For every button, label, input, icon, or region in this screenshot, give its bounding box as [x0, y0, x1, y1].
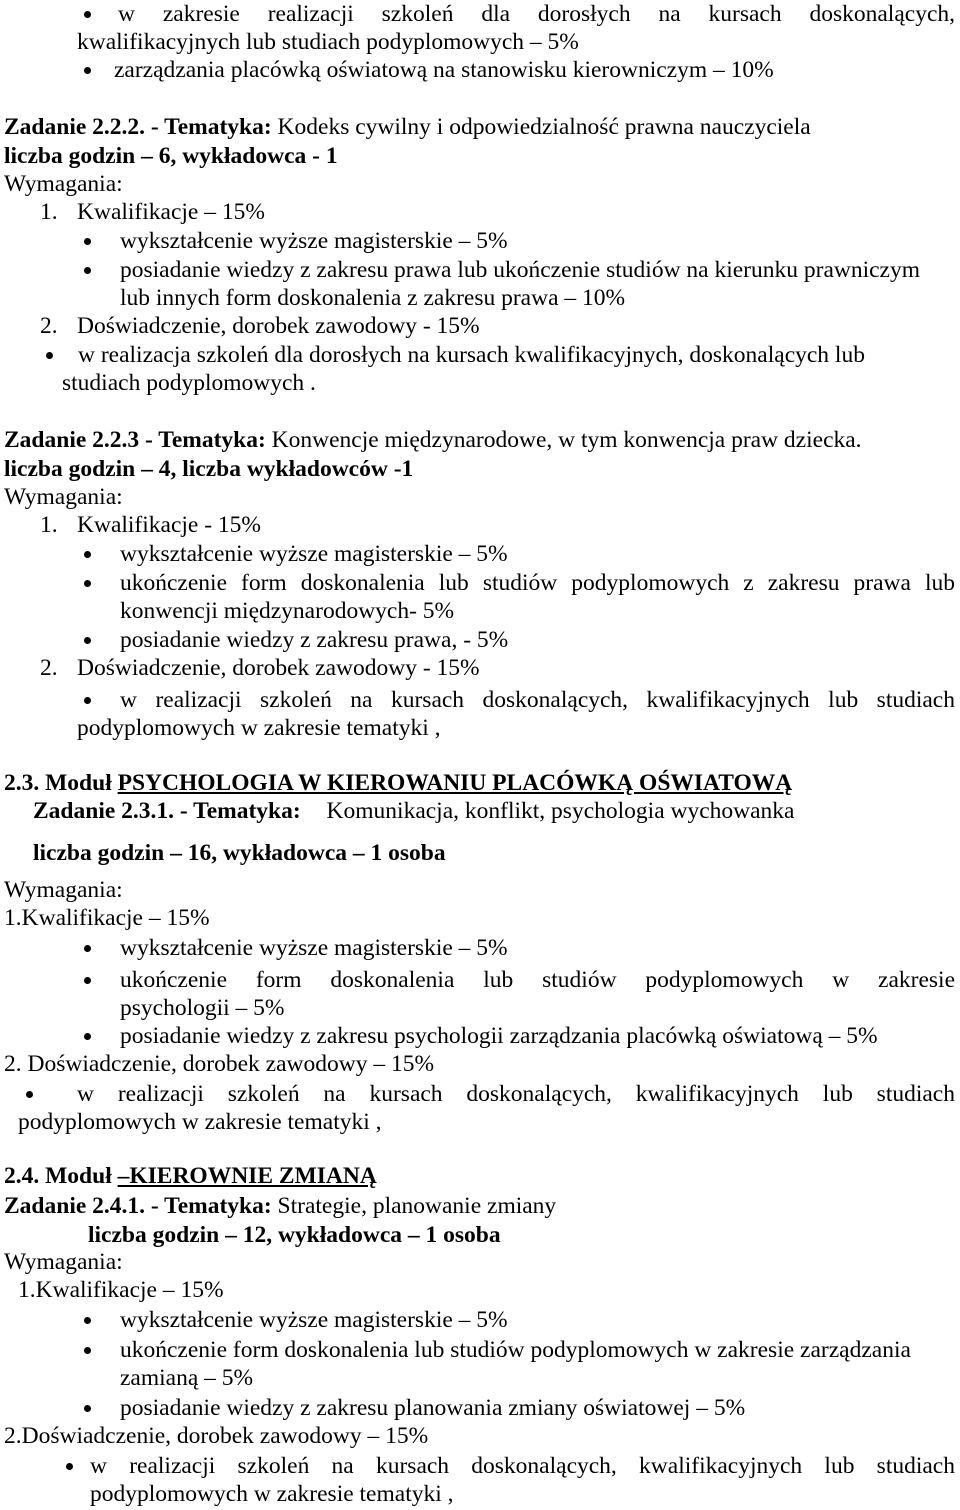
- module-title: PSYCHOLOGIA W KIEROWANIU PLACÓWKĄ OŚWIATOWĄ: [117, 770, 793, 796]
- bullet-text: wykształcenie wyższe magisterskie – 5%: [120, 1307, 508, 1333]
- bullet-icon: [84, 551, 91, 558]
- experience-label: Doświadczenie, dorobek zawodowy – 15%: [21, 1423, 429, 1449]
- bullet-text: konwencji międzynarodowych- 5%: [120, 598, 455, 624]
- qualifications-number: 1.: [4, 905, 22, 931]
- task-topic: Kodeks cywilny i odpowiedzialność prawna nauczyciela: [277, 114, 811, 140]
- requirements-label: Wymagania:: [4, 1249, 123, 1275]
- qualifications-heading: [18, 1276, 224, 1304]
- task-label: Zadanie 2.4.1. - Tematyka:: [4, 1193, 272, 1219]
- bullet-text: ukończenie form doskonalenia lub studiów podyplomowych w zakresie: [120, 967, 955, 993]
- hours-line: liczba godzin – 12, wykładowca – 1 osoba: [88, 1222, 501, 1248]
- bullet-text: kwalifikacyjnych lub studiach podyplomowych – 5%: [77, 29, 579, 55]
- qualifications-number: 1.: [40, 512, 58, 538]
- bullet-text: wykształcenie wyższe magisterskie – 5%: [120, 935, 508, 961]
- bullet-text: posiadanie wiedzy z zakresu planowania zmiany oświatowej – 5%: [120, 1395, 746, 1421]
- bullet-text: ukończenie form doskonalenia lub studiów podyplomowych w zakresie zarządzania: [120, 1337, 911, 1363]
- qualifications-label: Kwalifikacje – 15%: [35, 1277, 224, 1303]
- module-heading: [4, 1162, 377, 1190]
- bullet-text: wykształcenie wyższe magisterskie – 5%: [120, 541, 508, 567]
- bullet-icon: [84, 697, 91, 704]
- bullet-icon: [26, 1091, 33, 1098]
- module-title: –KIEROWNIE ZMIANĄ: [117, 1163, 377, 1189]
- hours-line: liczba godzin – 16, wykładowca – 1 osoba: [33, 840, 446, 866]
- bullet-icon: [84, 1405, 91, 1412]
- bullet-icon: [84, 1347, 91, 1354]
- task-topic: Komunikacja, konflikt, psychologia wychowanka: [326, 798, 795, 824]
- bullet-icon: [84, 580, 91, 587]
- bullet-text: lub innych form doskonalenia z zakresu prawa – 10%: [120, 285, 626, 311]
- qualifications-label: Kwalifikacje – 15%: [77, 199, 265, 225]
- bullet-text: podyplomowych w zakresie tematyki ,: [18, 1109, 382, 1135]
- task-heading: [4, 1192, 556, 1220]
- bullet-icon: [84, 67, 91, 74]
- bullet-icon: [84, 267, 91, 274]
- bullet-icon: [84, 238, 91, 245]
- experience-label: Doświadczenie, dorobek zawodowy – 15%: [27, 1051, 435, 1077]
- bullet-text: w zakresie realizacji szkoleń dla dorosłych na kursach doskonalących,: [118, 1, 955, 27]
- qualifications-label: Kwalifikacje - 15%: [77, 512, 262, 538]
- bullet-icon: [46, 352, 53, 359]
- bullet-icon: [84, 637, 91, 644]
- bullet-text: psychologii – 5%: [120, 995, 285, 1021]
- bullet-text: w realizacji szkoleń na kursach doskonalących, kwalifikacyjnych lub studiach: [120, 687, 955, 713]
- task-label: Zadanie 2.3.1. - Tematyka:: [33, 798, 301, 824]
- bullet-text: wykształcenie wyższe magisterskie – 5%: [120, 228, 508, 254]
- experience-number: 2.: [4, 1051, 22, 1077]
- bullet-icon: [84, 945, 91, 952]
- bullet-icon: [84, 977, 91, 984]
- hours-line: liczba godzin – 6, wykładowca - 1: [4, 143, 338, 169]
- qualifications-heading: [4, 904, 210, 932]
- experience-number: 2.: [4, 1423, 22, 1449]
- task-topic: Konwencje międzynarodowe, w tym konwencja praw dziecka.: [271, 427, 862, 453]
- bullet-text: w realizacja szkoleń dla dorosłych na kursach kwalifikacyjnych, doskonalących lub: [78, 342, 865, 368]
- bullet-icon: [84, 11, 91, 18]
- experience-heading: [4, 1050, 434, 1078]
- bullet-icon: [84, 1317, 91, 1324]
- task-label: Zadanie 2.2.2. - Tematyka:: [4, 114, 272, 140]
- bullet-text: posiadanie wiedzy z zakresu prawa lub ukończenie studiów na kierunku prawniczym: [120, 257, 921, 283]
- experience-label: Doświadczenie, dorobek zawodowy - 15%: [77, 655, 480, 681]
- task-heading: [4, 113, 811, 141]
- module-prefix: 2.4. Moduł: [4, 1163, 112, 1189]
- task-heading: [4, 426, 862, 454]
- qualifications-number: 1.: [40, 199, 58, 225]
- bullet-icon: [84, 1033, 91, 1040]
- bullet-icon: [66, 1463, 73, 1470]
- qualifications-label: Kwalifikacje – 15%: [21, 905, 210, 931]
- hours-line: liczba godzin – 4, liczba wykładowców -1: [4, 456, 414, 482]
- experience-label: Doświadczenie, dorobek zawodowy - 15%: [77, 313, 480, 339]
- qualifications-number: 1.: [18, 1277, 36, 1303]
- experience-number: 2.: [40, 655, 58, 681]
- requirements-label: Wymagania:: [4, 484, 123, 510]
- experience-heading: [4, 1422, 428, 1450]
- module-heading: [4, 769, 792, 797]
- bullet-text: podyplomowych w zakresie tematyki ,: [90, 1481, 454, 1507]
- requirements-label: Wymagania:: [4, 171, 123, 197]
- bullet-text: posiadanie wiedzy z zakresu prawa, - 5%: [120, 627, 509, 653]
- bullet-text: ukończenie form doskonalenia lub studiów podyplomowych z zakresu prawa lub: [120, 570, 955, 596]
- requirements-label: Wymagania:: [4, 877, 123, 903]
- module-prefix: 2.3. Moduł: [4, 770, 112, 796]
- bullet-text: zamianą – 5%: [120, 1365, 254, 1391]
- bullet-text: w realizacji szkoleń na kursach doskonalących, kwalifikacyjnych lub studiach: [77, 1081, 955, 1107]
- experience-number: 2.: [40, 313, 58, 339]
- bullet-text: w realizacji szkoleń na kursach doskonalących, kwalifikacyjnych lub studiach: [90, 1453, 955, 1479]
- bullet-text: podyplomowych w zakresie tematyki ,: [77, 715, 441, 741]
- bullet-text: zarządzania placówką oświatową na stanowisku kierowniczym – 10%: [114, 57, 774, 83]
- task-label: Zadanie 2.2.3 - Tematyka:: [4, 427, 266, 453]
- task-topic: Strategie, planowanie zmiany: [277, 1193, 557, 1219]
- bullet-text: studiach podyplomowych .: [62, 370, 316, 396]
- bullet-text: posiadanie wiedzy z zakresu psychologii zarządzania placówką oświatową – 5%: [120, 1023, 878, 1049]
- task-heading: [33, 797, 794, 825]
